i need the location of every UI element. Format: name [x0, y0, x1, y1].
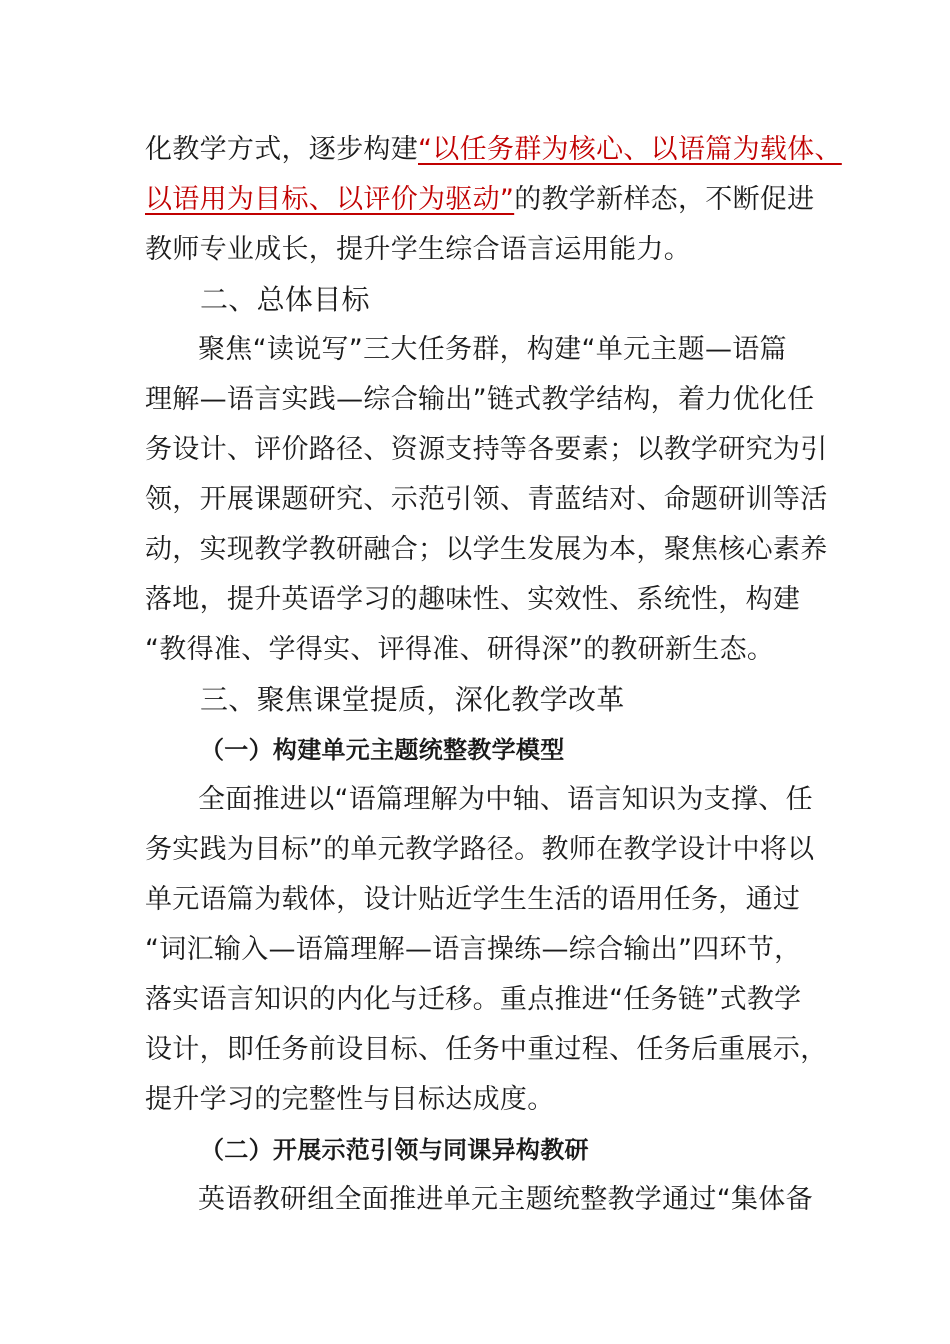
paragraph-line: 动，实现教学教研融合；以学生发展为本，聚焦核心素养 — [145, 534, 828, 565]
subsection-heading: （二）开展示范引领与同课异构教研 — [200, 1136, 589, 1164]
paragraph-line: 务实践为目标”的单元教学路径。教师在教学设计中将以 — [145, 834, 815, 865]
subsection-heading: （一）构建单元主题统整教学模型 — [200, 736, 565, 764]
paragraph-line: 设计，即任务前设目标、任务中重过程、任务后重展示， — [145, 1034, 828, 1065]
paragraph-line: 教师专业成长，提升学生综合语言运用能力。 — [145, 234, 691, 265]
section-heading: 三、聚焦课堂提质，深化教学改革 — [200, 683, 625, 716]
paragraph-line: 聚焦“读说写”三大任务群，构建“单元主题—语篇 — [198, 334, 787, 365]
paragraph-line: 落实语言知识的内化与迁移。重点推进“任务链”式教学 — [145, 984, 802, 1015]
section-heading: 二、总体目标 — [200, 283, 370, 316]
highlighted-text: “以任务群为核心、以语篇为载体、 — [418, 134, 842, 165]
highlighted-text: 以语用为目标、以评价为驱动” — [145, 184, 515, 215]
paragraph-line: 提升学习的完整性与目标达成度。 — [145, 1084, 555, 1115]
text-run: 的教学新样态，不断促进 — [514, 184, 815, 215]
paragraph-line: 英语教研组全面推进单元主题统整教学通过“集体备 — [198, 1184, 813, 1215]
paragraph-line: 领，开展课题研究、示范引领、青蓝结对、命题研训等活 — [145, 484, 828, 515]
paragraph-line: 单元语篇为载体，设计贴近学生生活的语用任务，通过 — [145, 884, 801, 915]
paragraph-line: “词汇输入—语篇理解—语言操练—综合输出”四环节， — [145, 934, 802, 965]
paragraph-line: “教得准、学得实、评得准、研得深”的教研新生态。 — [145, 634, 775, 665]
paragraph-line — [145, 182, 815, 218]
text-run: 化教学方式，逐步构建 — [145, 134, 418, 165]
paragraph-line: 落地，提升英语学习的趣味性、实效性、系统性，构建 — [145, 584, 801, 615]
paragraph-line — [145, 132, 842, 168]
paragraph-line: 理解—语言实践—综合输出”链式教学结构，着力优化任 — [145, 384, 815, 415]
paragraph-line: 务设计、评价路径、资源支持等各要素；以教学研究为引 — [145, 434, 828, 465]
paragraph-line: 全面推进以“语篇理解为中轴、语言知识为支撑、任 — [198, 784, 813, 815]
